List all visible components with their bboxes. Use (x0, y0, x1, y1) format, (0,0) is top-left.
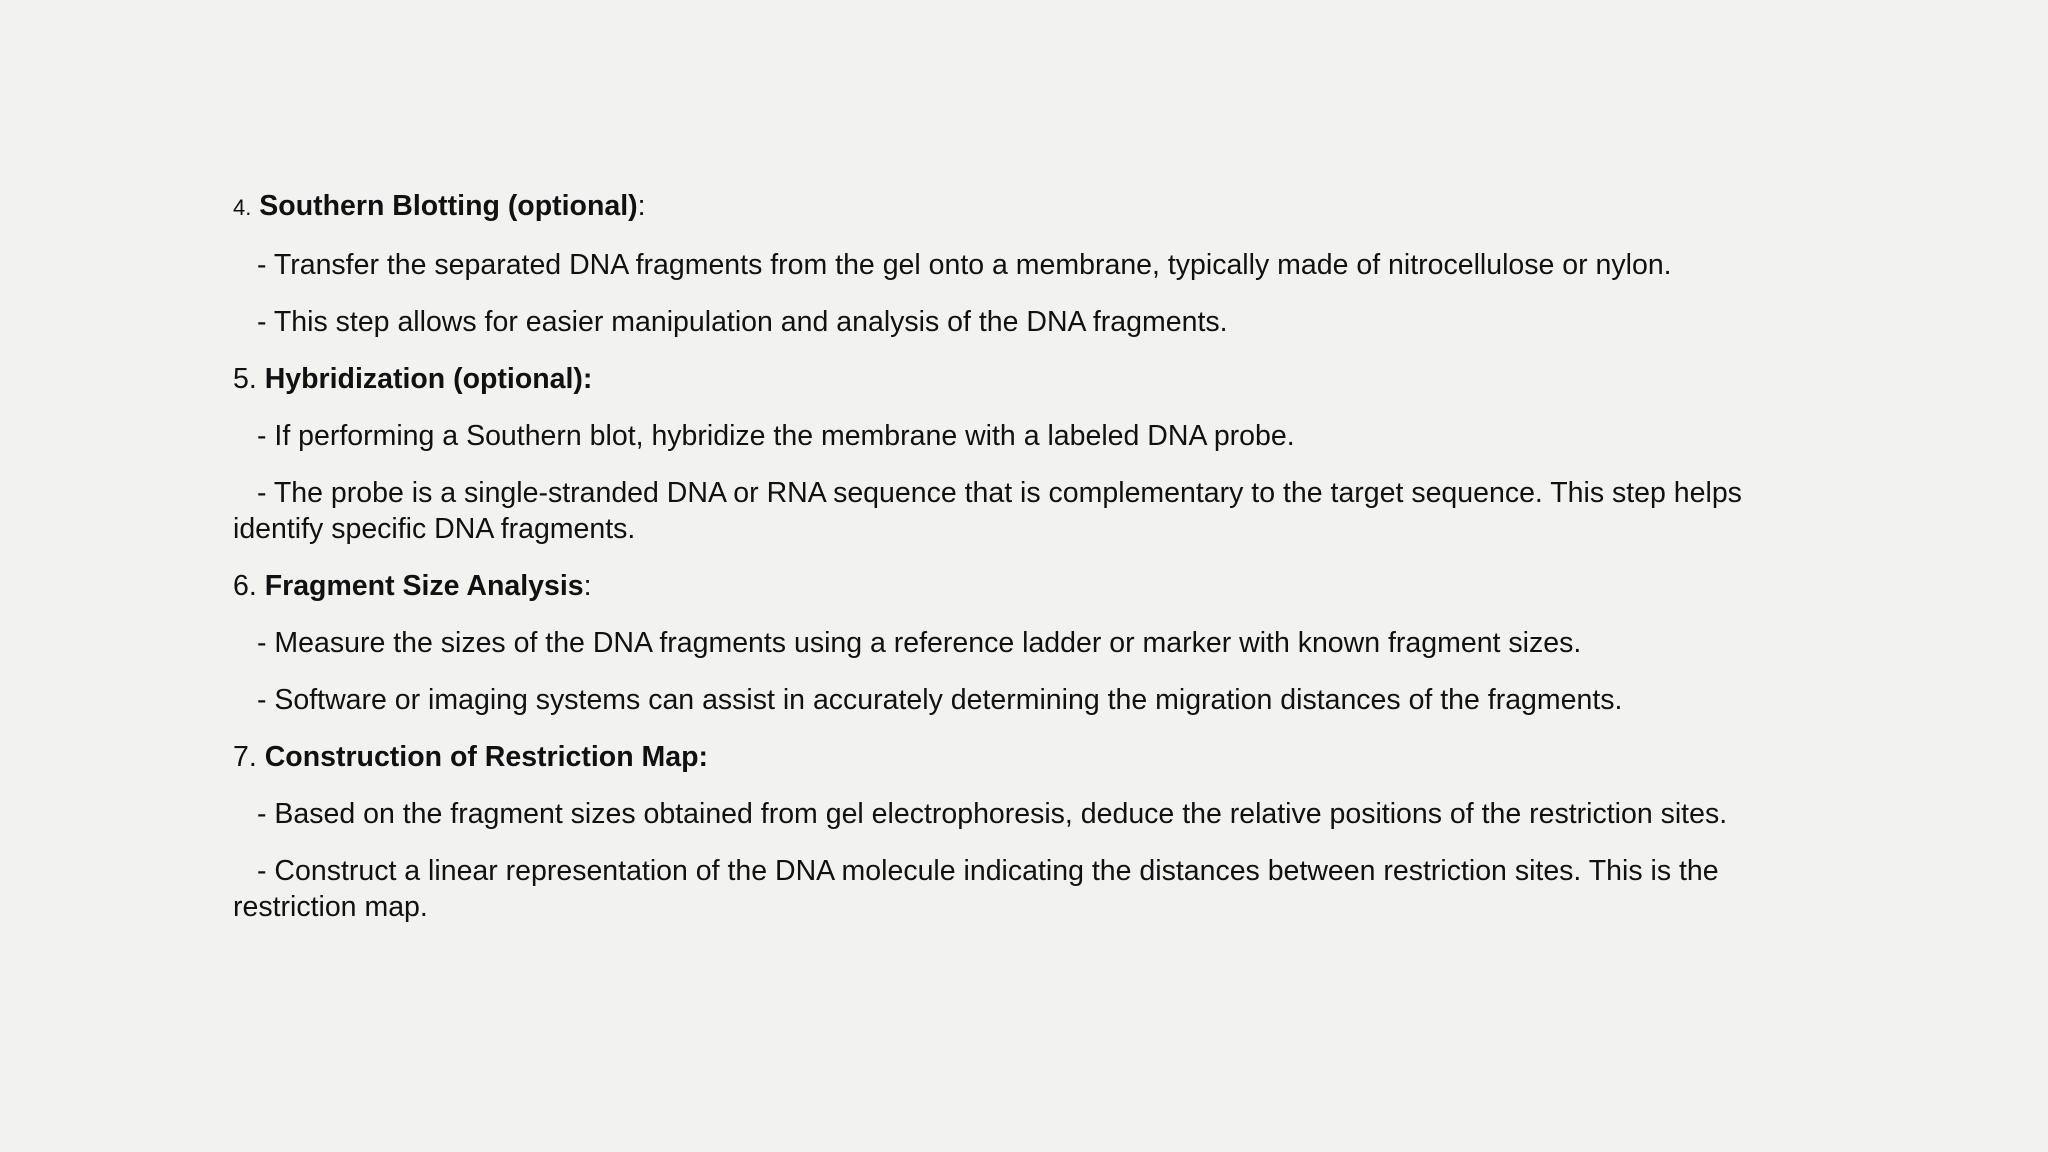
section-number: 7. (233, 741, 257, 773)
section-title: Fragment Size Analysis (264, 570, 584, 602)
bullet-item: - This step allows for easier manipulation and analysis of the DNA fragments. (257, 306, 1228, 338)
bullet-item: - Transfer the separated DNA fragments from the gel onto a membrane, typically made of nitrocellulose or nylon. (257, 249, 1672, 281)
bullet-item: - Construct a linear representation of the DNA molecule indicating the distances between restriction sites. This is the restriction map. (233, 855, 1719, 923)
bullet-item: - Based on the fragment sizes obtained from gel electrophoresis, deduce the relative positions of the restriction sites. (257, 798, 1728, 830)
section-number: 4. (233, 195, 252, 220)
section-number: 6. (233, 570, 257, 602)
bullet-item: - If performing a Southern blot, hybridize the membrane with a labeled DNA probe. (257, 420, 1295, 452)
section-title: Construction of Restriction Map: (264, 741, 709, 773)
section-heading-5 (233, 361, 1833, 397)
section-heading-7 (233, 739, 1833, 775)
section-title-suffix: : (583, 570, 592, 602)
bullet-item: - Measure the sizes of the DNA fragments using a reference ladder or marker with known fragment sizes. (257, 627, 1582, 659)
section-heading-6 (233, 568, 1833, 604)
section-heading-4 (233, 188, 1833, 226)
section-title: Hybridization (optional): (264, 363, 593, 395)
section-title-suffix: : (637, 190, 646, 222)
slide-content (233, 188, 1833, 946)
bullet-item: - Software or imaging systems can assist in accurately determining the migration distances of the fragments. (257, 684, 1623, 716)
section-number: 5. (233, 363, 257, 395)
bullet-item: - The probe is a single-stranded DNA or RNA sequence that is complementary to the target sequence. This step helps identify specific DNA fragments. (233, 477, 1742, 545)
section-title: Southern Blotting (optional) (259, 190, 638, 222)
